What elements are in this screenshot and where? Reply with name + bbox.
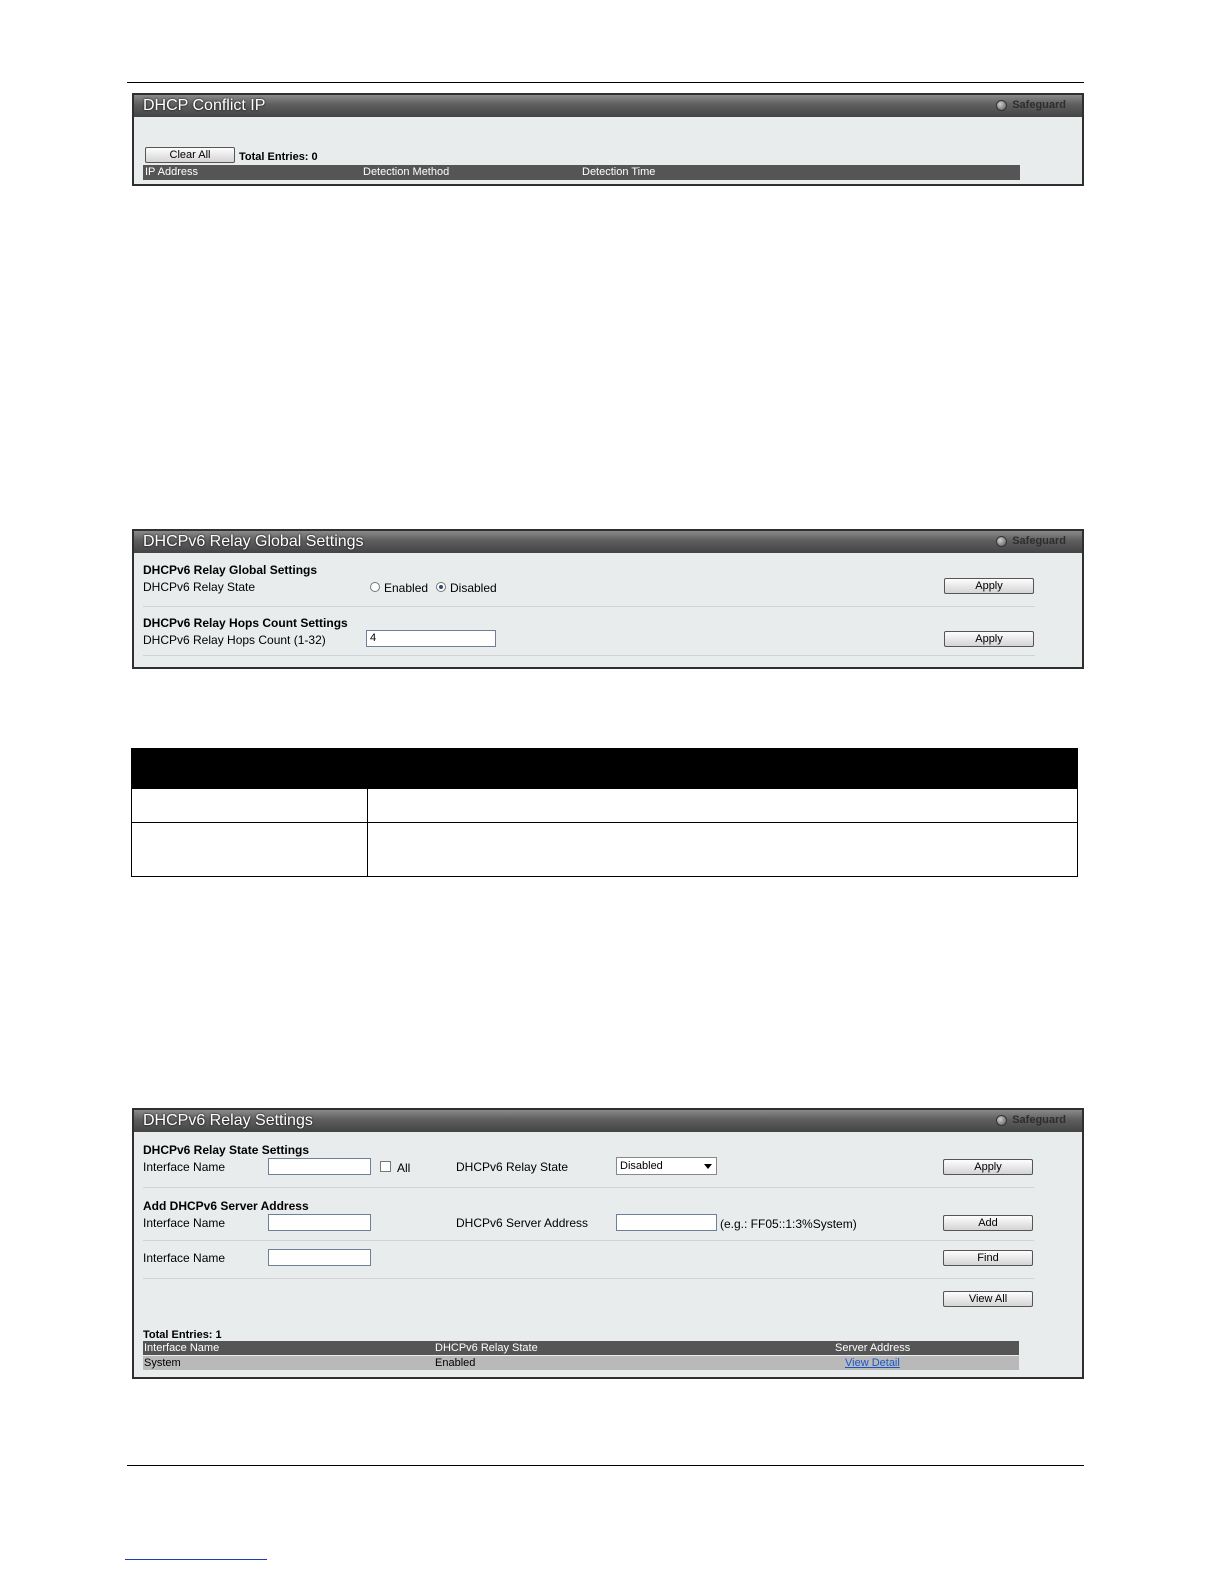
conflict-table-header xyxy=(143,165,1020,180)
safeguard-indicator xyxy=(996,535,1066,547)
top-rule xyxy=(127,82,1084,83)
safeguard-dot-icon xyxy=(996,536,1007,547)
disabled-radio[interactable] xyxy=(436,582,446,592)
col-ip-address: IP Address xyxy=(145,166,198,178)
safeguard-dot-icon xyxy=(996,100,1007,111)
server-address-hint: (e.g.: FF05::1:3%System) xyxy=(720,1217,857,1231)
clear-all-button[interactable]: Clear All xyxy=(145,147,235,163)
panel-header xyxy=(134,1110,1082,1132)
add-interface-name-input[interactable] xyxy=(268,1214,371,1231)
table-row xyxy=(132,788,1077,822)
separator xyxy=(143,655,1035,656)
parameter-description-table xyxy=(131,748,1078,877)
hops-count-label: DHCPv6 Relay Hops Count (1-32) xyxy=(143,633,326,647)
add-server-address-heading: Add DHCPv6 Server Address xyxy=(143,1199,309,1213)
separator xyxy=(143,1240,1034,1241)
separator xyxy=(143,1187,1034,1188)
col-server-address: Server Address xyxy=(835,1342,911,1354)
relay-state-label: DHCPv6 Relay State xyxy=(143,580,256,594)
column-divider xyxy=(367,789,368,822)
interface-name-label: Interface Name xyxy=(143,1160,226,1174)
table-header xyxy=(132,749,1077,788)
all-checkbox[interactable] xyxy=(380,1161,391,1172)
relay-state-select[interactable] xyxy=(616,1157,717,1175)
apply-button[interactable]: Apply xyxy=(943,1159,1033,1175)
apply-relay-state-button[interactable]: Apply xyxy=(944,578,1034,594)
total-entries: Total Entries: 1 xyxy=(143,1329,222,1341)
total-entries: Total Entries: 0 xyxy=(239,151,318,163)
safeguard-label: Safeguard xyxy=(1012,1114,1066,1126)
footer-link-rule xyxy=(125,1559,267,1560)
hops-count-input[interactable]: 4 xyxy=(366,630,496,647)
column-divider xyxy=(367,823,368,876)
view-all-button[interactable]: View All xyxy=(943,1291,1033,1307)
panel-title: DHCPv6 Relay Global Settings xyxy=(143,533,364,550)
interface-name-label: Interface Name xyxy=(143,1216,226,1230)
panel-header xyxy=(134,95,1082,117)
panel-header xyxy=(134,531,1082,553)
add-button[interactable]: Add xyxy=(943,1215,1033,1231)
separator xyxy=(143,606,1035,607)
safeguard-indicator xyxy=(996,1114,1066,1126)
separator xyxy=(143,1278,1034,1279)
safeguard-label: Safeguard xyxy=(1012,535,1066,547)
server-address-label: DHCPv6 Server Address xyxy=(456,1216,589,1230)
row-relay-state: Enabled xyxy=(435,1357,476,1369)
find-button[interactable]: Find xyxy=(943,1250,1033,1266)
safeguard-label: Safeguard xyxy=(1012,99,1066,111)
all-label: All xyxy=(397,1161,411,1175)
interface-name-label: Interface Name xyxy=(143,1251,226,1265)
panel-title: DHCPv6 Relay Settings xyxy=(143,1112,313,1129)
col-interface-name: Interface Name xyxy=(144,1342,220,1354)
row-interface-name: System xyxy=(144,1357,181,1369)
relay-state-settings-heading: DHCPv6 Relay State Settings xyxy=(143,1143,310,1157)
col-detection-time: Detection Time xyxy=(582,166,656,178)
dhcp-conflict-ip-panel xyxy=(132,93,1084,186)
relay-state-label: DHCPv6 Relay State xyxy=(456,1160,569,1174)
table-row xyxy=(143,1356,1019,1370)
table-row xyxy=(132,822,1077,876)
find-interface-name-input[interactable] xyxy=(268,1249,371,1266)
safeguard-indicator xyxy=(996,99,1066,111)
relay-state-value: Disabled xyxy=(620,1160,663,1172)
col-relay-state: DHCPv6 Relay State xyxy=(435,1342,538,1354)
col-detection-method: Detection Method xyxy=(363,166,450,178)
view-detail-link[interactable]: View Detail xyxy=(845,1357,900,1369)
server-address-input[interactable] xyxy=(616,1214,717,1231)
panel-title: DHCP Conflict IP xyxy=(143,97,266,114)
disabled-label: Disabled xyxy=(450,581,497,595)
dhcpv6-relay-settings-panel xyxy=(132,1108,1084,1379)
bottom-rule xyxy=(127,1465,1084,1466)
interface-name-input[interactable] xyxy=(268,1158,371,1175)
enabled-radio[interactable] xyxy=(370,582,380,592)
dhcpv6-relay-global-settings-panel xyxy=(132,529,1084,669)
safeguard-dot-icon xyxy=(996,1115,1007,1126)
global-settings-heading: DHCPv6 Relay Global Settings xyxy=(143,563,318,577)
apply-hops-count-button[interactable]: Apply xyxy=(944,631,1034,647)
chevron-down-icon xyxy=(704,1164,712,1169)
relay-table-header xyxy=(143,1341,1019,1355)
hops-count-heading: DHCPv6 Relay Hops Count Settings xyxy=(143,616,348,630)
enabled-label: Enabled xyxy=(384,581,429,595)
